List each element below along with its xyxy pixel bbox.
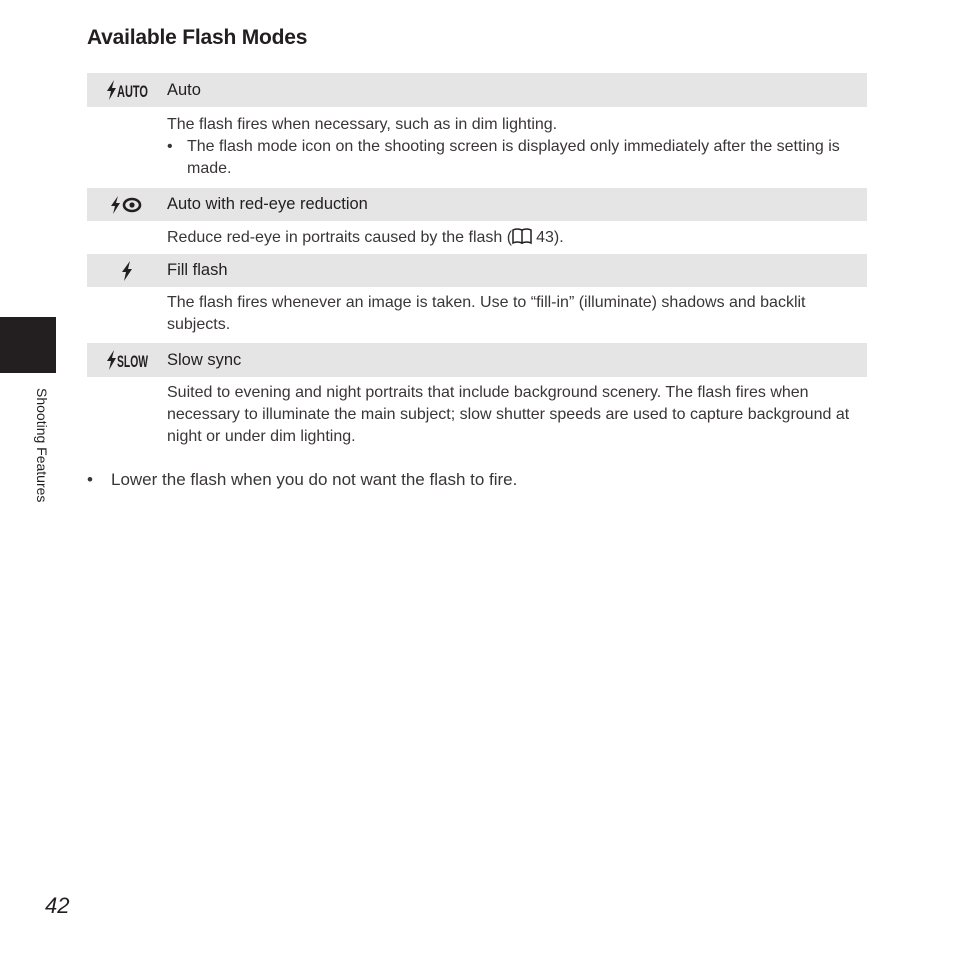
note-item: [87, 470, 517, 490]
mode-description-fill-flash: [87, 287, 867, 343]
mode-label: Auto: [167, 80, 201, 99]
book-icon: [512, 228, 532, 244]
mode-description-text: Reduce red-eye in portraits caused by the flash (: [167, 229, 513, 246]
flash-auto-icon-text: AUTO: [117, 82, 148, 101]
chapter-tab: [0, 317, 56, 373]
mode-description-text: The flash fires when necessary, such as in dim lighting.: [167, 116, 558, 133]
page-title: Available Flash Modes: [87, 26, 308, 49]
bullet-dot: •: [167, 138, 173, 155]
mode-description-text: Suited to evening and night portraits that include background scenery. The flash fires when necessary to illuminate the main subject; slow shutter speeds are used to capture background at night or under dim lighting.: [167, 384, 850, 445]
bullet-text: The flash mode icon on the shooting screen is displayed only immediately after the setting is made.: [187, 138, 840, 177]
mode-row-auto: [87, 73, 867, 107]
mode-description-slow-sync: [87, 377, 867, 456]
note-text: Lower the flash when you do not want the flash to fire.: [111, 470, 518, 489]
page-number: 42: [45, 893, 70, 918]
flash-modes-table: [87, 73, 867, 456]
flash-slow-sync-icon-text: SLOW: [117, 352, 149, 371]
mode-row-red-eye: [87, 188, 867, 221]
page-reference[interactable]: 43: [536, 229, 554, 246]
flash-fill-icon: [87, 260, 167, 282]
mode-label: Fill flash: [167, 261, 228, 279]
mode-row-slow-sync: [87, 343, 867, 377]
chapter-label: Shooting Features: [34, 388, 50, 503]
mode-description-text: ).: [553, 229, 564, 246]
bullet-item: [167, 136, 867, 180]
mode-description-auto: [87, 107, 867, 188]
mode-label: Auto with red-eye reduction: [167, 195, 368, 213]
mode-label: Slow sync: [167, 350, 242, 369]
flash-red-eye-icon: [87, 195, 167, 215]
bullet-dot: •: [87, 470, 93, 489]
mode-description-text: The flash fires whenever an image is taken. Use to “fill-in” (illuminate) shadows and backlit subjects.: [167, 294, 806, 333]
mode-row-fill-flash: [87, 254, 867, 287]
flash-auto-icon: [87, 79, 167, 101]
flash-slow-sync-icon: [87, 349, 167, 371]
mode-description-red-eye: [87, 221, 867, 254]
